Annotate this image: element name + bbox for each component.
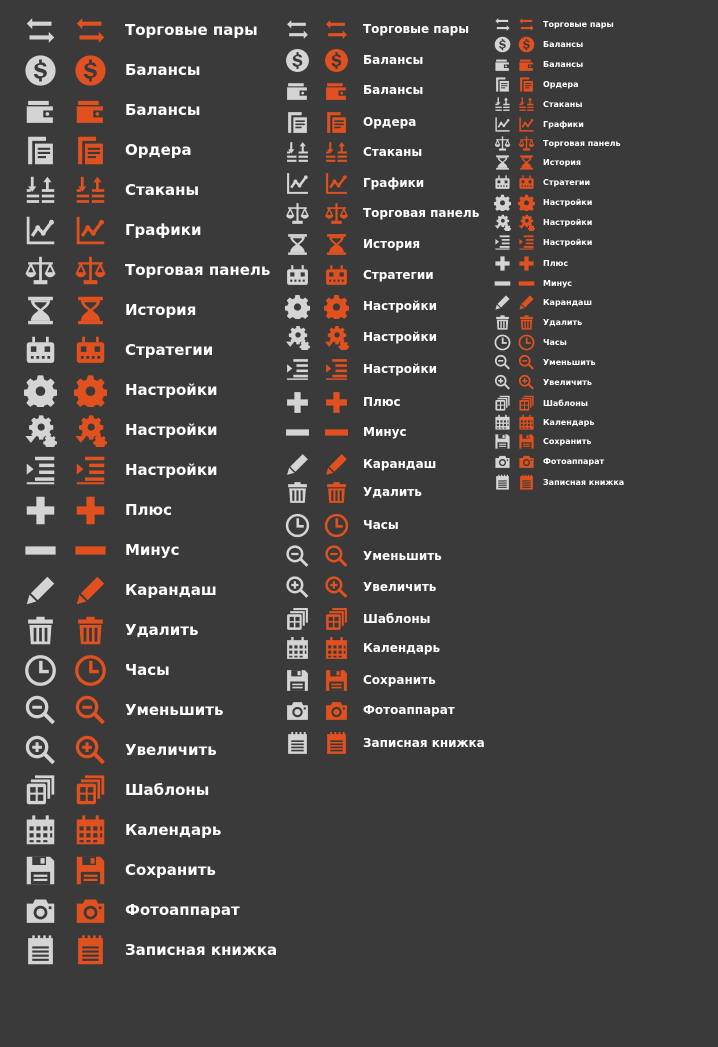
line-chart-icon bbox=[24, 214, 57, 247]
robot-icon bbox=[494, 174, 511, 191]
icon-row bbox=[494, 173, 590, 191]
icon-row bbox=[24, 293, 196, 327]
icon-row bbox=[285, 200, 479, 226]
calendar-icon bbox=[518, 414, 535, 431]
icon-label: Уменьшить bbox=[363, 549, 442, 563]
icon-row bbox=[285, 389, 401, 415]
floppy-disk-icon bbox=[518, 433, 535, 450]
swap-arrows-icon bbox=[285, 17, 310, 42]
icon-row bbox=[494, 373, 592, 391]
zoom-in-icon bbox=[494, 374, 511, 391]
icon-label: Стаканы bbox=[363, 145, 423, 159]
plus-icon bbox=[74, 494, 107, 527]
gear-icon bbox=[324, 294, 349, 319]
floppy-disk-icon bbox=[285, 668, 310, 693]
icon-label: Фотоаппарат bbox=[125, 901, 240, 919]
dollar-coin-icon bbox=[24, 54, 57, 87]
icon-row bbox=[494, 115, 584, 133]
gears-dropdown-icon bbox=[74, 414, 107, 447]
icon-row bbox=[494, 15, 614, 33]
icon-label: Торговая панель bbox=[125, 261, 271, 279]
floppy-disk-icon bbox=[24, 854, 57, 887]
icon-row bbox=[24, 533, 179, 567]
icon-row bbox=[285, 451, 436, 477]
icon-row bbox=[24, 213, 202, 247]
icon-label: Сохранить bbox=[543, 436, 592, 446]
icon-label: Настройки bbox=[543, 197, 593, 207]
wallet-icon bbox=[494, 56, 511, 73]
icon-row bbox=[285, 170, 424, 196]
icon-label: Ордера bbox=[543, 79, 579, 89]
document-icon bbox=[285, 110, 310, 135]
icon-row bbox=[494, 473, 624, 491]
trash-icon bbox=[24, 614, 57, 647]
hourglass-icon bbox=[324, 232, 349, 257]
icon-label: Уменьшить bbox=[125, 701, 224, 719]
order-book-icon bbox=[494, 96, 511, 113]
icon-label: Настройки bbox=[363, 299, 438, 313]
icon-row bbox=[494, 193, 592, 211]
gears-dropdown-icon bbox=[494, 214, 511, 231]
scales-icon bbox=[74, 254, 107, 287]
icon-row bbox=[24, 173, 199, 207]
icon-label: Ордера bbox=[125, 141, 192, 159]
zoom-out-icon bbox=[494, 354, 511, 371]
icon-row bbox=[494, 293, 592, 311]
dollar-coin-icon bbox=[324, 48, 349, 73]
floppy-disk-icon bbox=[74, 854, 107, 887]
zoom-in-icon bbox=[74, 734, 107, 767]
icon-label: Часы bbox=[125, 661, 170, 679]
icon-row bbox=[24, 453, 218, 487]
icon-label: Удалить bbox=[125, 621, 199, 639]
icon-label: Удалить bbox=[543, 317, 583, 327]
icon-row bbox=[494, 274, 572, 292]
hourglass-icon bbox=[74, 294, 107, 327]
pencil-icon bbox=[518, 294, 535, 311]
document-icon bbox=[24, 134, 57, 167]
icon-label: Графики bbox=[125, 221, 202, 239]
icon-label: Стаканы bbox=[125, 181, 200, 199]
icon-row bbox=[494, 95, 583, 113]
icon-row bbox=[494, 394, 588, 412]
icon-row bbox=[494, 254, 568, 272]
robot-icon bbox=[285, 263, 310, 288]
icon-label: Записная книжка bbox=[363, 736, 485, 750]
zoom-out-icon bbox=[518, 354, 535, 371]
plus-icon bbox=[24, 494, 57, 527]
dollar-coin-icon bbox=[494, 36, 511, 53]
icon-label: Стратегии bbox=[363, 268, 434, 282]
minus-icon bbox=[494, 275, 511, 292]
icon-row bbox=[24, 933, 277, 967]
icon-row bbox=[285, 697, 455, 723]
icon-label: Настройки bbox=[125, 461, 218, 479]
icon-label: Фотоаппарат bbox=[543, 456, 605, 466]
zoom-in-icon bbox=[518, 374, 535, 391]
hourglass-icon bbox=[285, 232, 310, 257]
icon-label: Календарь bbox=[363, 641, 441, 655]
icon-row bbox=[24, 853, 216, 887]
icon-row bbox=[285, 730, 485, 756]
camera-icon bbox=[74, 894, 107, 927]
icon-row bbox=[285, 606, 430, 632]
floppy-disk-icon bbox=[324, 668, 349, 693]
icon-row bbox=[24, 133, 192, 167]
icon-row bbox=[285, 543, 442, 569]
order-book-icon bbox=[518, 96, 535, 113]
camera-icon bbox=[518, 453, 535, 470]
icon-label: Часы bbox=[543, 337, 567, 347]
icon-label: Балансы bbox=[363, 83, 424, 97]
icon-row bbox=[494, 153, 581, 171]
icon-label: История bbox=[543, 157, 582, 167]
clock-icon bbox=[518, 334, 535, 351]
icon-label: Минус bbox=[543, 278, 573, 288]
pencil-icon bbox=[285, 452, 310, 477]
icon-row bbox=[494, 313, 582, 331]
icon-row bbox=[24, 253, 270, 287]
icon-row bbox=[24, 813, 221, 847]
icon-row bbox=[494, 353, 596, 371]
icon-label: Стратегии bbox=[125, 341, 214, 359]
gear-icon bbox=[494, 194, 511, 211]
icon-label: Настройки bbox=[125, 381, 218, 399]
wallet-icon bbox=[285, 78, 310, 103]
icon-label: Графики bbox=[363, 176, 425, 190]
icon-label: Минус bbox=[125, 541, 180, 559]
icon-row bbox=[494, 233, 592, 251]
icon-row bbox=[24, 13, 258, 47]
icon-label: Удалить bbox=[363, 485, 422, 499]
icon-row bbox=[285, 231, 420, 257]
zoom-in-icon bbox=[324, 575, 349, 600]
gear-icon bbox=[518, 194, 535, 211]
icon-label: Сохранить bbox=[363, 673, 436, 687]
icon-row bbox=[494, 55, 583, 73]
trash-icon bbox=[324, 480, 349, 505]
pencil-icon bbox=[324, 452, 349, 477]
notebook-icon bbox=[74, 934, 107, 967]
icon-label: Торговые пары bbox=[125, 21, 258, 39]
icon-label: Плюс bbox=[125, 501, 173, 519]
icon-row bbox=[285, 16, 469, 42]
gear-icon bbox=[285, 294, 310, 319]
swap-arrows-icon bbox=[324, 17, 349, 42]
icon-row bbox=[285, 47, 423, 73]
calendar-icon bbox=[24, 814, 57, 847]
icon-label: Плюс bbox=[543, 258, 569, 268]
icon-row bbox=[24, 733, 217, 767]
indent-list-icon bbox=[518, 234, 535, 251]
icon-row bbox=[285, 109, 416, 135]
wallet-icon bbox=[324, 78, 349, 103]
icon-row bbox=[24, 53, 200, 87]
icon-row bbox=[494, 333, 567, 351]
camera-icon bbox=[24, 894, 57, 927]
icon-row bbox=[285, 356, 437, 382]
icon-label: Шаблоны bbox=[363, 612, 431, 626]
trash-icon bbox=[285, 480, 310, 505]
indent-list-icon bbox=[74, 454, 107, 487]
dollar-coin-icon bbox=[74, 54, 107, 87]
icon-row bbox=[24, 373, 218, 407]
icon-row bbox=[494, 452, 604, 470]
icon-label: Карандаш bbox=[363, 457, 437, 471]
line-chart-icon bbox=[74, 214, 107, 247]
icon-label: Стратегии bbox=[543, 177, 591, 187]
icon-label: Сохранить bbox=[125, 861, 216, 879]
pencil-icon bbox=[494, 294, 511, 311]
icon-label: Настройки bbox=[125, 421, 218, 439]
icon-label: Балансы bbox=[125, 61, 201, 79]
icon-label: Настройки bbox=[543, 217, 593, 227]
robot-icon bbox=[518, 174, 535, 191]
icon-label: Торговые пары bbox=[363, 22, 470, 36]
icon-label: Балансы bbox=[543, 39, 584, 49]
plus-icon bbox=[518, 255, 535, 272]
gears-dropdown-icon bbox=[518, 214, 535, 231]
icon-label: Часы bbox=[363, 518, 399, 532]
zoom-out-icon bbox=[285, 544, 310, 569]
icon-row bbox=[285, 574, 436, 600]
icon-label: Настройки bbox=[363, 362, 438, 376]
icon-row bbox=[285, 262, 434, 288]
icon-row bbox=[494, 213, 592, 231]
gear-icon bbox=[24, 374, 57, 407]
icon-label: Настройки bbox=[543, 237, 593, 247]
floppy-disk-icon bbox=[494, 433, 511, 450]
icon-label: Минус bbox=[363, 425, 407, 439]
zoom-out-icon bbox=[24, 694, 57, 727]
camera-icon bbox=[494, 453, 511, 470]
icon-row bbox=[285, 419, 407, 445]
notebook-icon bbox=[494, 474, 511, 491]
icon-row bbox=[285, 77, 423, 103]
icon-label: Карандаш bbox=[125, 581, 217, 599]
trash-icon bbox=[518, 314, 535, 331]
trash-icon bbox=[494, 314, 511, 331]
calendar-icon bbox=[324, 636, 349, 661]
notebook-icon bbox=[285, 731, 310, 756]
order-book-icon bbox=[285, 140, 310, 165]
gears-dropdown-icon bbox=[324, 325, 349, 350]
swap-arrows-icon bbox=[518, 16, 535, 33]
minus-icon bbox=[74, 534, 107, 567]
templates-icon bbox=[74, 774, 107, 807]
zoom-in-icon bbox=[285, 575, 310, 600]
plus-icon bbox=[324, 390, 349, 415]
document-icon bbox=[518, 76, 535, 93]
hourglass-icon bbox=[24, 294, 57, 327]
robot-icon bbox=[74, 334, 107, 367]
templates-icon bbox=[285, 607, 310, 632]
icon-row bbox=[285, 139, 422, 165]
wallet-icon bbox=[518, 56, 535, 73]
order-book-icon bbox=[24, 174, 57, 207]
document-icon bbox=[324, 110, 349, 135]
calendar-icon bbox=[494, 414, 511, 431]
icon-label: Календарь bbox=[125, 821, 222, 839]
icon-row bbox=[494, 413, 594, 431]
camera-icon bbox=[285, 698, 310, 723]
clock-icon bbox=[285, 513, 310, 538]
icon-row bbox=[285, 479, 422, 505]
scales-icon bbox=[518, 135, 535, 152]
clock-icon bbox=[324, 513, 349, 538]
icon-label: Балансы bbox=[363, 53, 424, 67]
indent-list-icon bbox=[24, 454, 57, 487]
clock-icon bbox=[494, 334, 511, 351]
icon-label: Графики bbox=[543, 119, 584, 129]
icon-row bbox=[494, 432, 591, 450]
robot-icon bbox=[24, 334, 57, 367]
icon-label: История bbox=[363, 237, 421, 251]
clock-icon bbox=[74, 654, 107, 687]
wallet-icon bbox=[74, 94, 107, 127]
icon-row bbox=[24, 413, 218, 447]
scales-icon bbox=[494, 135, 511, 152]
icon-row bbox=[24, 893, 240, 927]
icon-label: Балансы bbox=[125, 101, 201, 119]
indent-list-icon bbox=[285, 357, 310, 382]
icon-label: Увеличить bbox=[363, 580, 437, 594]
icon-label: Уменьшить bbox=[543, 357, 596, 367]
calendar-icon bbox=[74, 814, 107, 847]
clock-icon bbox=[24, 654, 57, 687]
trash-icon bbox=[74, 614, 107, 647]
icon-row bbox=[24, 333, 213, 367]
order-book-icon bbox=[74, 174, 107, 207]
icon-row bbox=[285, 324, 437, 350]
icon-label: Настройки bbox=[363, 330, 438, 344]
line-chart-icon bbox=[285, 171, 310, 196]
pencil-icon bbox=[24, 574, 57, 607]
indent-list-icon bbox=[324, 357, 349, 382]
templates-icon bbox=[24, 774, 57, 807]
icon-label: Увеличить bbox=[543, 377, 592, 387]
icon-row bbox=[285, 293, 437, 319]
hourglass-icon bbox=[494, 154, 511, 171]
templates-icon bbox=[494, 395, 511, 412]
plus-icon bbox=[494, 255, 511, 272]
document-icon bbox=[494, 76, 511, 93]
icon-label: Шаблоны bbox=[543, 398, 588, 408]
camera-icon bbox=[324, 698, 349, 723]
gear-icon bbox=[74, 374, 107, 407]
wallet-icon bbox=[24, 94, 57, 127]
icon-row bbox=[24, 773, 209, 807]
plus-icon bbox=[285, 390, 310, 415]
icon-label: Балансы bbox=[543, 59, 584, 69]
templates-icon bbox=[518, 395, 535, 412]
zoom-out-icon bbox=[324, 544, 349, 569]
icon-row bbox=[24, 573, 217, 607]
icon-row bbox=[24, 493, 172, 527]
minus-icon bbox=[285, 420, 310, 445]
notebook-icon bbox=[24, 934, 57, 967]
icon-row bbox=[24, 93, 200, 127]
icon-row bbox=[285, 512, 399, 538]
icon-row bbox=[285, 635, 440, 661]
icon-label: Торговая панель bbox=[363, 206, 480, 220]
zoom-out-icon bbox=[74, 694, 107, 727]
icon-label: Плюс bbox=[363, 395, 401, 409]
icon-row bbox=[24, 693, 223, 727]
icon-row bbox=[24, 613, 198, 647]
gears-dropdown-icon bbox=[24, 414, 57, 447]
icon-label: Записная книжка bbox=[125, 941, 278, 959]
swap-arrows-icon bbox=[494, 16, 511, 33]
minus-icon bbox=[518, 275, 535, 292]
hourglass-icon bbox=[518, 154, 535, 171]
scales-icon bbox=[285, 201, 310, 226]
icon-label: Торговая панель bbox=[543, 138, 621, 148]
document-icon bbox=[74, 134, 107, 167]
line-chart-icon bbox=[324, 171, 349, 196]
pencil-icon bbox=[74, 574, 107, 607]
order-book-icon bbox=[324, 140, 349, 165]
notebook-icon bbox=[518, 474, 535, 491]
swap-arrows-icon bbox=[24, 14, 57, 47]
line-chart-icon bbox=[518, 116, 535, 133]
icon-label: История bbox=[125, 301, 197, 319]
icon-row bbox=[285, 667, 436, 693]
icon-label: Увеличить bbox=[125, 741, 217, 759]
notebook-icon bbox=[324, 731, 349, 756]
icon-label: Календарь bbox=[543, 417, 595, 427]
gears-dropdown-icon bbox=[285, 325, 310, 350]
line-chart-icon bbox=[494, 116, 511, 133]
icon-label: Торговые пары bbox=[543, 19, 614, 29]
icon-row bbox=[494, 35, 583, 53]
icon-label: Стаканы bbox=[543, 99, 583, 109]
calendar-icon bbox=[285, 636, 310, 661]
icon-row bbox=[494, 75, 579, 93]
swap-arrows-icon bbox=[74, 14, 107, 47]
robot-icon bbox=[324, 263, 349, 288]
templates-icon bbox=[324, 607, 349, 632]
scales-icon bbox=[324, 201, 349, 226]
minus-icon bbox=[324, 420, 349, 445]
minus-icon bbox=[24, 534, 57, 567]
icon-label: Шаблоны bbox=[125, 781, 210, 799]
icon-row bbox=[24, 653, 170, 687]
icon-label: Ордера bbox=[363, 115, 417, 129]
dollar-coin-icon bbox=[518, 36, 535, 53]
icon-row bbox=[494, 134, 621, 152]
icon-label: Фотоаппарат bbox=[363, 703, 455, 717]
dollar-coin-icon bbox=[285, 48, 310, 73]
scales-icon bbox=[24, 254, 57, 287]
icon-label: Записная книжка bbox=[543, 477, 625, 487]
icon-label: Карандаш bbox=[543, 297, 592, 307]
indent-list-icon bbox=[494, 234, 511, 251]
zoom-in-icon bbox=[24, 734, 57, 767]
